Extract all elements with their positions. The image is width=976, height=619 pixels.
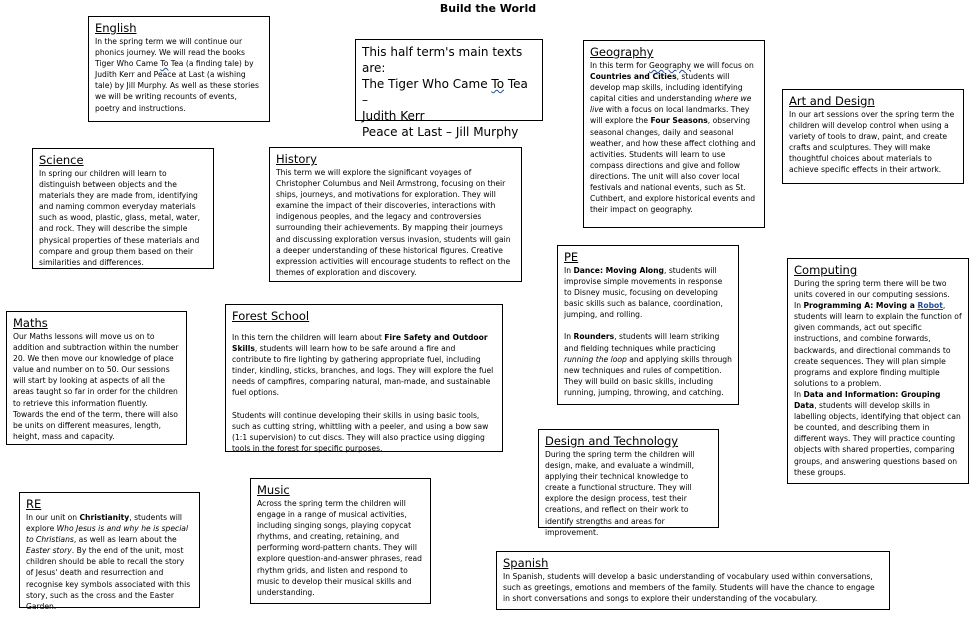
design-technology-text: During the spring term the children will design, make, and evaluate a windmill, applying their technical knowledge to create a functional structure. They will explore the design process, test their creations, and reflect on their work to identify strengths and areas for improvement. [545, 450, 695, 537]
art-text: In our art sessions over the spring term the children will develop control when using a variety of tools to draw, paint, and create crafts and sculptures. They will make thoughtful choices about materials to achieve specific effects in their artwork. [789, 110, 955, 175]
page-title: Build the World [439, 2, 537, 15]
geography-text: In this term for Geography we will focus on Countries and Cities, students will develop map skills, including identifying capital cities and understanding where we live with a focus on local landmarks. They will explore the Four Seasons, observing seasonal changes, daily and seasonal weather, and how these affect clothing and activities. Students will learn to use compass directions and give and follow directions. The unit will also cover local festivals and national events, such as St. Cuthbert, and explore historical events and their impact on geography. [590, 61, 756, 215]
computing-text-programming: In Programming A: Moving a Robot, students will learn to explain the function of given commands, act out specific instructions, and combine forwards, backwards, and directional commands to create sequences. They will plan simple programs and explore finding multiple solutions to a problem. [794, 301, 962, 388]
re-box [19, 492, 200, 611]
pe-heading: PE [564, 250, 579, 264]
maths-heading: Maths [13, 316, 48, 330]
main-texts-line-1: This half term's main texts are: [362, 45, 523, 75]
music-box [250, 478, 431, 604]
spanish-box [496, 551, 890, 610]
pe-text-rounders: In Rounders, students will learn striking and fielding techniques while practicing running the loop and applying skills through new techniques and rules of competition. They will build on basic skills, including running, jumping, throwing, and catching. [564, 332, 732, 397]
music-heading: Music [257, 483, 290, 497]
science-text: In spring our children will learn to distinguish between objects and the materials they are made from, identifying and naming common everyday materials such as wood, plastic, glass, metal, water, and rock. They will describe the simple physical properties of these materials and compare and group them based on their similarities and differences. [39, 169, 200, 267]
science-heading: Science [39, 153, 84, 167]
history-box [269, 147, 522, 282]
main-texts-box [355, 39, 543, 139]
forest-school-box [225, 304, 503, 452]
history-heading: History [276, 152, 317, 166]
english-heading: English [95, 21, 137, 35]
computing-text-intro: During the spring term there will be two units covered in our computing sessions. [794, 279, 950, 300]
music-text: Across the spring term the children will engage in a range of musical activities, including singing songs, playing copycat rhythms, and creating, retaining, and performing word-pattern chants. They will explore question-and-answer phrases, read rhythm grids, and listen and respond to music to develop their musical skills and understanding. [257, 499, 422, 597]
art-box [782, 89, 964, 184]
geography-heading: Geography [590, 45, 654, 59]
re-heading: RE [26, 497, 42, 511]
pe-text-dance: In Dance: Moving Along, students will improvise simple movements in response to Disney music, focusing on developing basic skills such as balance, coordination, jumping, and rolling. [564, 266, 723, 320]
art-heading: Art and Design [789, 94, 875, 108]
main-texts-line-3: Judith Kerr [362, 109, 425, 123]
forest-school-heading: Forest School [232, 309, 310, 323]
design-technology-box [538, 429, 719, 537]
english-box [88, 16, 270, 122]
computing-heading: Computing [794, 263, 858, 277]
maths-text: Our Maths lessons will move us on to addition and subtraction within the number 20. We then move our knowledge of place value and number on to 50. Our sessions will start by looking at aspects of all the areas taught so far in order for the children to retrieve this information fluently. Towards the end of the term, there will also be units on different measures, length, height, mass and capacity. [13, 332, 179, 441]
forest-school-text-tools: Students will continue developing their skills in using basic tools, such as cutting string, whittling with a peeler, and using a bow saw (1:1 supervision) to cut discs. They will also practice using digging tools in the forest for specific purposes. [232, 410, 489, 453]
main-texts-line-4: Peace at Last – Jill Murphy [362, 125, 519, 139]
spanish-heading: Spanish [503, 556, 549, 570]
pe-box [557, 245, 739, 405]
english-text: In the spring term we will continue our phonics journey. We will read the books Tiger Who Came To Tea (a finding tale) by Judith Kerr and Peace at Last (a wishing tale) by Jill Murphy. As well as these stories we will be writing recounts of events, poetry and instructions. [95, 37, 259, 113]
main-texts-line-2: The Tiger Who Came To Tea – [362, 77, 528, 107]
geography-box [583, 40, 765, 228]
re-text: In our unit on Christianity, students will explore Who Jesus is and why he is special to Christians, as well as learn about the Easter story. By the end of the unit, most children should be able to recall the story of Jesus' death and resurrection and recognise key symbols associated with this story, such as the cross and the Easter Garden. [26, 513, 191, 611]
science-box [32, 148, 214, 269]
computing-text-data: In Data and Information: Grouping Data, students will develop skills in labelling objects, identifying that object can be counted, and describing them in different ways. They will practice counting objects with shared properties, comparing groups, and answering questions based on these groups. [794, 389, 961, 477]
forest-school-text-fire: In this tern the children will learn about Fire Safety and Outdoor Skills, students will learn how to be safe around a fire and contribute to fire lighting by gathering appropriate fuel, including tinder, kindling, sticks, branches, and logs. They will explore the fuel needs of campfires, comparing natural, man-made, and sustainable fuel options. [232, 333, 494, 398]
history-text: This term we will explore the significant voyages of Christopher Columbus and Neil Armstrong, focusing on their ships, journeys, and motivations for exploration. They will examine the impact of their discoveries, interactions with indigenous peoples, and the legacy and controversies surrounding their achievements. By mapping their journeys and discussing exploration versus invasion, students will gain a deeper understanding of these historical figures. Creative expression activities will encourage students to reflect on the themes of exploration and discovery. [276, 168, 511, 277]
maths-box [6, 311, 187, 445]
spanish-text: In Spanish, students will develop a basic understanding of vocabulary used within conversations, such as greetings, emotions and members of the family. Students will have the chance to engage in short conversations and songs to explore their understanding of the vocabulary. [503, 572, 875, 604]
computing-box [787, 258, 969, 484]
design-technology-heading: Design and Technology [545, 434, 679, 448]
